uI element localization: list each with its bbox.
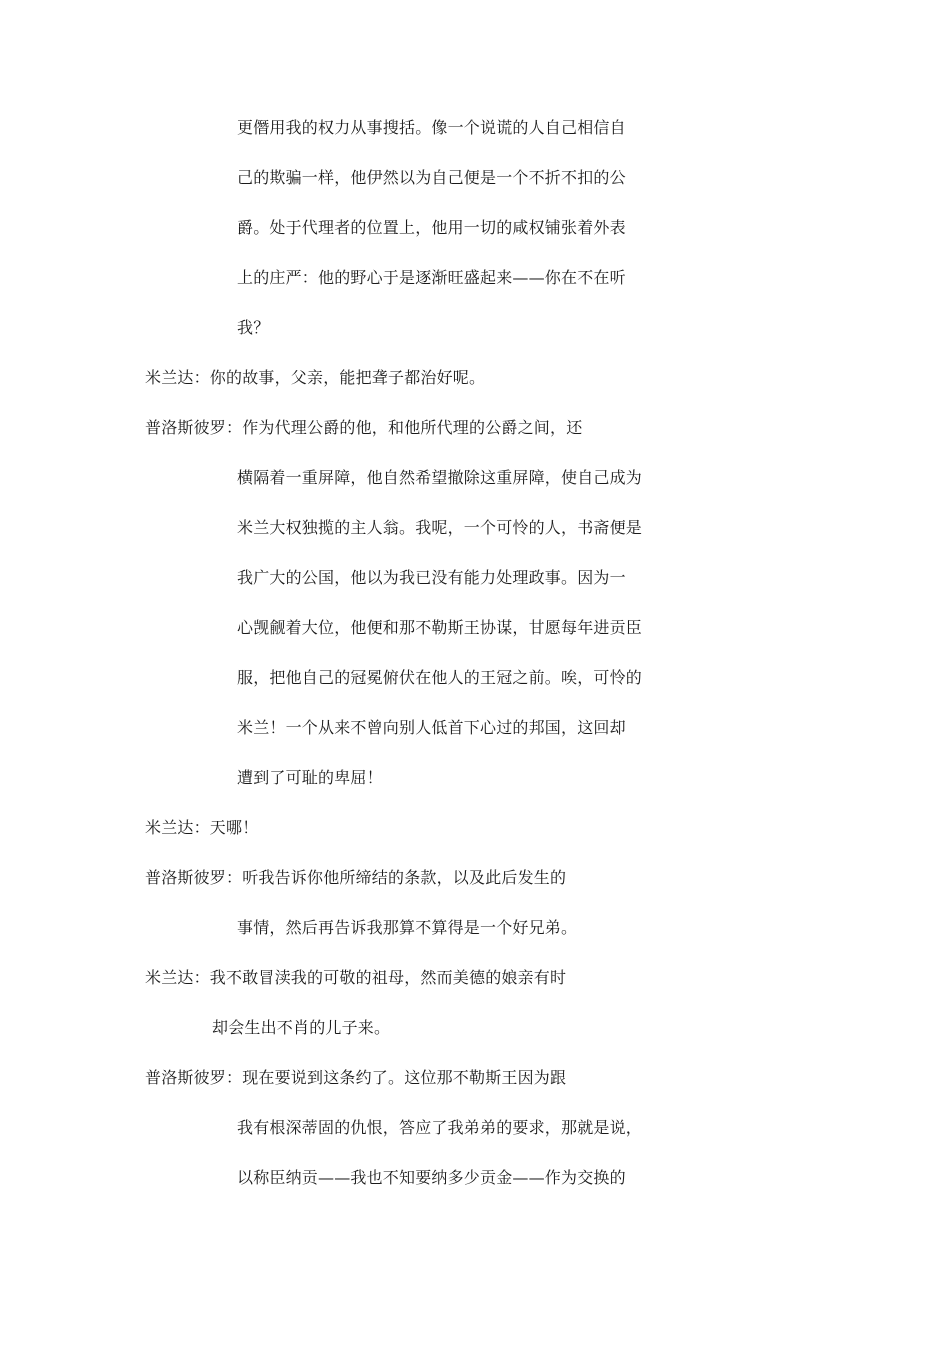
text-line: 服，把他自己的冠冕俯伏在他人的王冠之前。唉，可怜的 (237, 668, 643, 687)
text-line: 事情，然后再告诉我那算不算得是一个好兄弟。 (237, 918, 578, 937)
text-line: 上的庄严：他的野心于是逐渐旺盛起来——你在不在听 (237, 268, 626, 287)
dialogue-line-prospero: 普洛斯彼罗：现在要说到这条约了。这位那不勒斯王因为跟 (145, 1068, 567, 1087)
text-line: 却会生出不肖的儿子来。 (212, 1018, 391, 1037)
text-line: 心觊觎着大位，他便和那不勒斯王协谋，甘愿每年进贡臣 (237, 618, 643, 637)
dialogue-line-prospero: 普洛斯彼罗：作为代理公爵的他，和他所代理的公爵之间，还 (145, 418, 583, 437)
dialogue-line-prospero: 普洛斯彼罗：听我告诉你他所缔结的条款，以及此后发生的 (145, 868, 567, 887)
text-line: 遭到了可耻的卑屈！ (237, 768, 383, 787)
text-line: 爵。处于代理者的位置上，他用一切的咸权铺张着外表 (237, 218, 626, 237)
text-line: 我广大的公国，他以为我已没有能力处理政事。因为一 (237, 568, 626, 587)
text-line: 我？ (237, 318, 270, 337)
text-line: 更僭用我的权力从事搜括。像一个说谎的人自己相信自 (237, 118, 626, 137)
text-line: 己的欺骗一样，他伊然以为自己便是一个不折不扣的公 (237, 168, 626, 187)
text-line: 米兰！一个从来不曾向别人低首下心过的邦国，这回却 (237, 718, 626, 737)
text-line: 以称臣纳贡——我也不知要纳多少贡金——作为交换的 (237, 1168, 626, 1187)
dialogue-line-miranda: 米兰达：我不敢冒渎我的可敬的祖母，然而美德的娘亲有时 (145, 968, 567, 987)
dialogue-line-miranda: 米兰达：你的故事，父亲，能把聋子都治好呢。 (145, 368, 486, 387)
dialogue-line-miranda: 米兰达：天哪！ (145, 818, 259, 837)
text-line: 横隔着一重屏障，他自然希望撤除这重屏障，使自己成为 (237, 468, 643, 487)
text-line: 米兰大权独揽的主人翁。我呢，一个可怜的人，书斋便是 (237, 518, 643, 537)
text-line: 我有根深蒂固的仇恨，答应了我弟弟的要求，那就是说， (237, 1118, 643, 1137)
